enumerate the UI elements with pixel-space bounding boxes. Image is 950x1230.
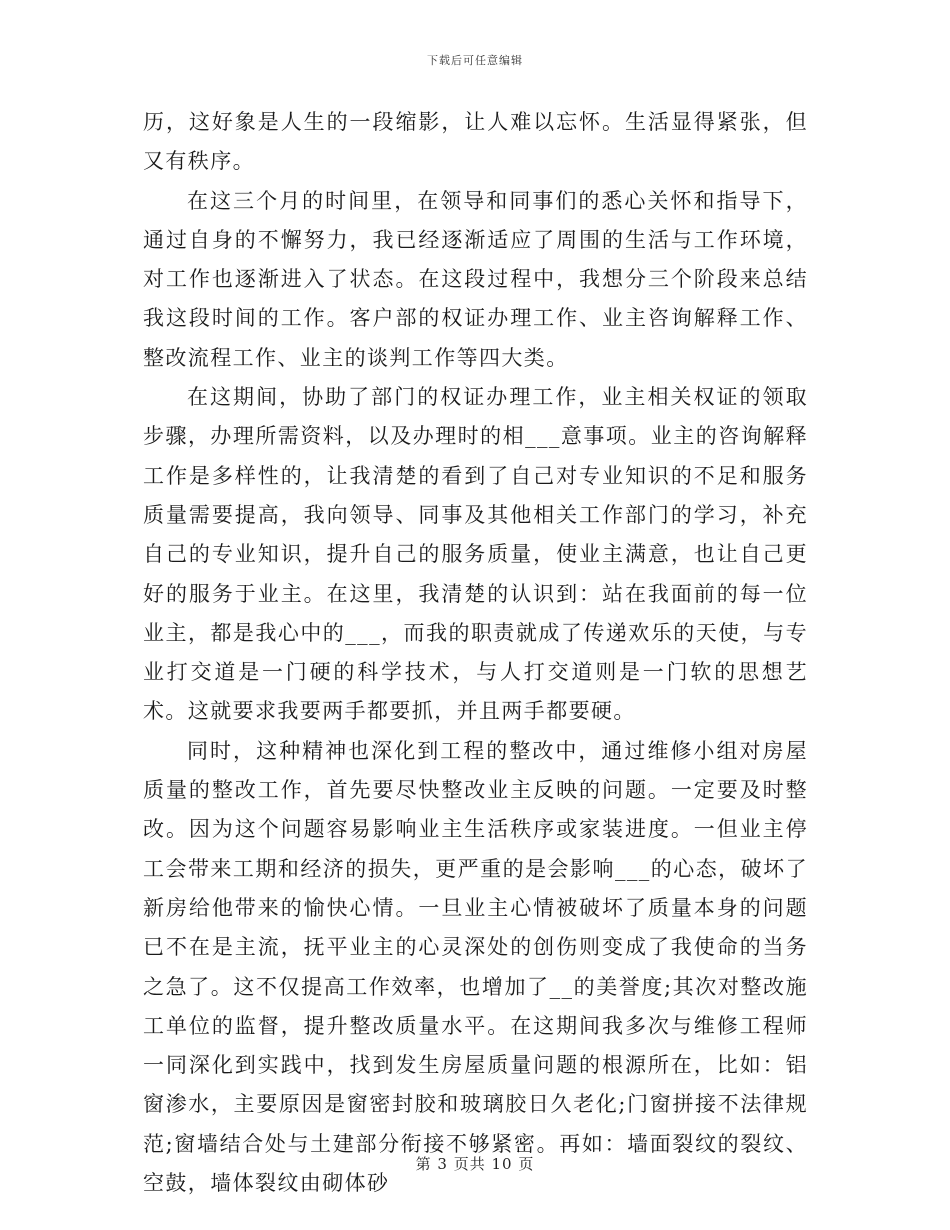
paragraph-4: 同时，这种精神也深化到工程的整改中，通过维修小组对房屋质量的整改工作，首先要尽快整改业主反映的问题。一定要及时整改。因为这个问题容易影响业主生活秩序或家装进度。一但业主停工会带来工期和经济的损失，更严重的是会影响___的心态，破坏了新房给他带来的愉快心情。一旦业主心情被破坏了质量本身的问题已不在是主流，抚平业主的心灵深处的创伤则变成了我使命的当务之急了。这不仅提高工作效率，也增加了__的美誉度;其次对整改施工单位的监督，提升整改质量水平。在这期间我多次与维修工程师一同深化到实践中，找到发生房屋质量问题的根源所在，比如：铝窗渗水，主要原因是窗密封胶和玻璃胶日久老化;门窗拼接不法律规范;窗墙结合处与土建部分衔接不够紧密。再如：墙面裂纹的裂纹、空鼓，墙体裂纹由砌体砂: [143, 738, 808, 1196]
paragraph-3: 在这期间，协助了部门的权证办理工作，业主相关权证的领取步骤，办理所需资料，以及办理时的相___意事项。业主的咨询解释工作是多样性的，让我清楚的看到了自己对专业知识的不足和服务质量需要提高，我向领导、同事及其他相关工作部门的学习，补充自己的专业知识，提升自己的服务质量，使业主满意，也让自己更好的服务于业主。在这里，我清楚的认识到：站在我面前的每一位业主，都是我心中的___，而我的职责就成了传递欢乐的天使，与专业打交道是一门硬的科学技术，与人打交道则是一门软的思想艺术。这就要求我要两手都要抓，并且两手都要硬。: [143, 385, 808, 724]
page-footer: 第 3 页共 10 页: [415, 1155, 535, 1173]
document-body: [143, 103, 808, 1203]
paragraph-1: 历，这好象是人生的一段缩影，让人难以忘怀。生活显得紧张，但又有秩序。: [143, 110, 808, 174]
page-header: 下载后可任意编辑: [427, 54, 523, 67]
paragraph-2: 在这三个月的时间里，在领导和同事们的悉心关怀和指导下，通过自身的不懈努力，我已经逐渐适应了周围的生活与工作环境，对工作也逐渐进入了状态。在这段过程中，我想分三个阶段来总结我这段时间的工作。客户部的权证办理工作、业主咨询解释工作、整改流程工作、业主的谈判工作等四大类。: [143, 188, 808, 370]
